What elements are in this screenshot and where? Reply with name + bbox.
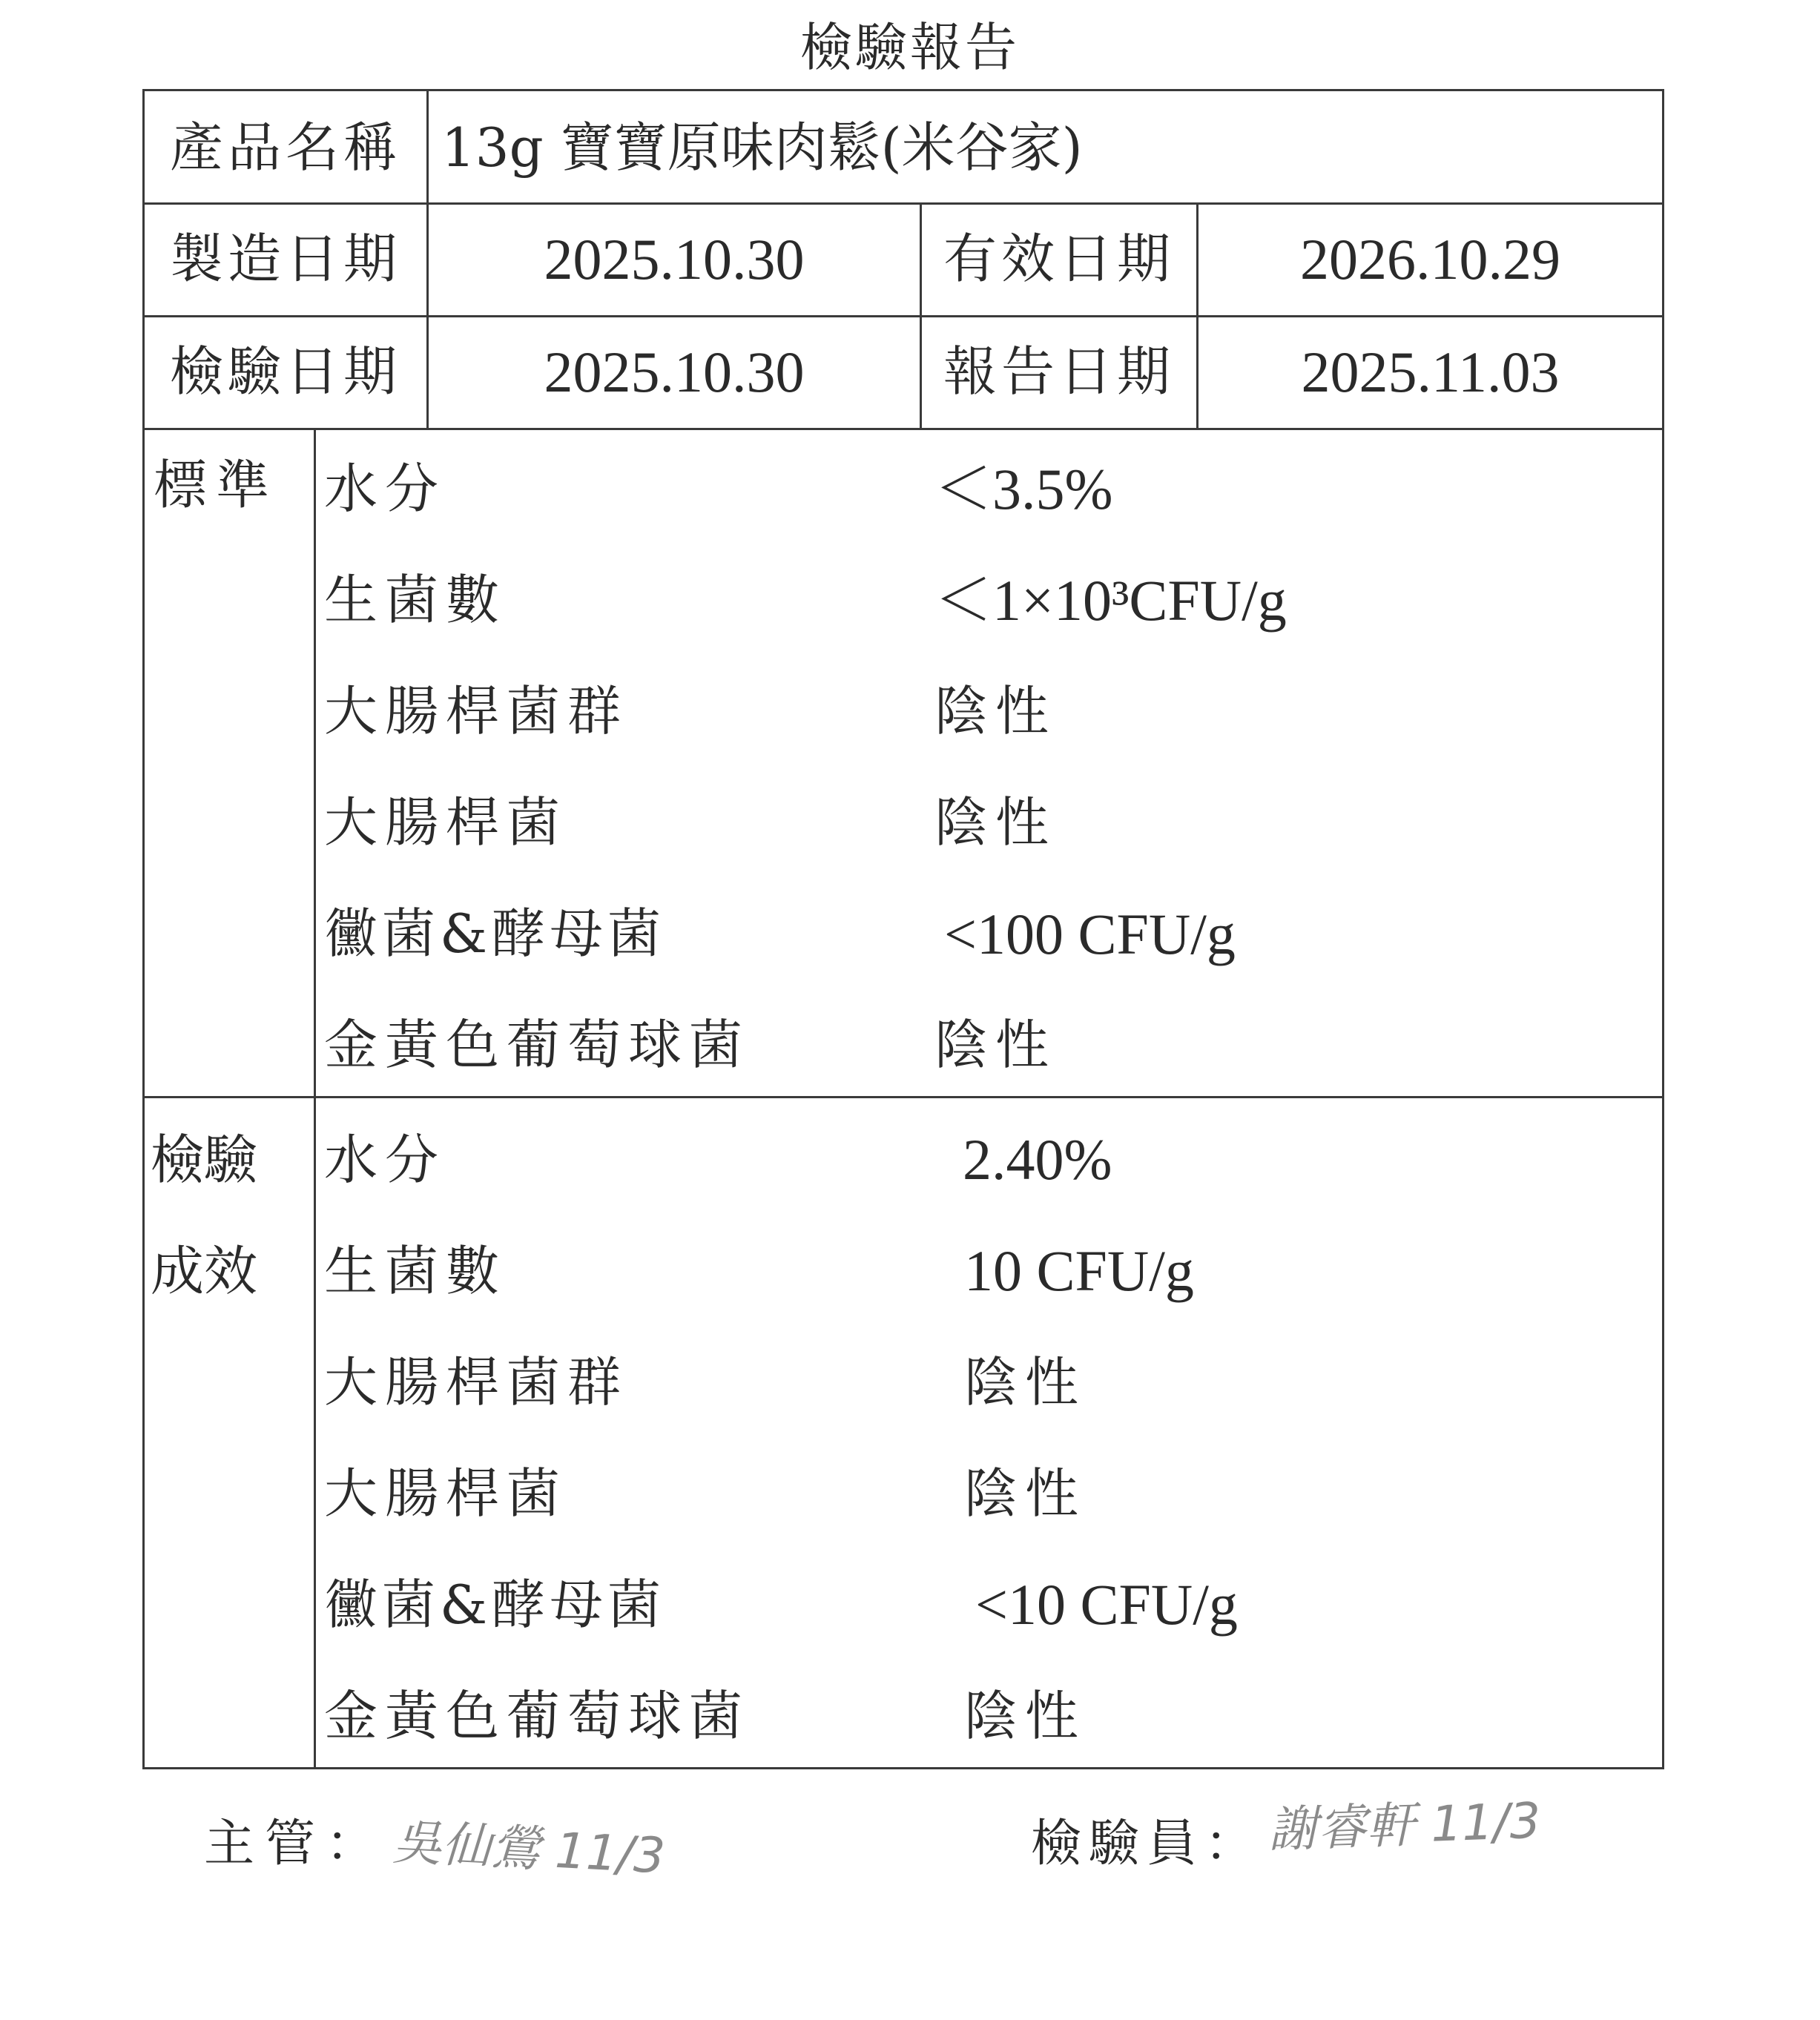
standard-item-value: <100 CFU/g xyxy=(944,902,1236,966)
result-item-name: 金黃色葡萄球菌 xyxy=(324,1685,751,1747)
column-divider xyxy=(314,428,316,1767)
standard-section-label: 標準 xyxy=(154,454,279,516)
result-item-value: <10 CFU/g xyxy=(975,1572,1238,1637)
row-divider xyxy=(145,428,1662,430)
result-item-value: 陰性 xyxy=(964,1462,1087,1525)
product-label: 產品名稱 xyxy=(169,116,401,179)
result-item-name: 生菌數 xyxy=(324,1240,507,1302)
inspector-signature: 謝睿軒 11/3 xyxy=(1267,1792,1542,1859)
result-item-value: 2.40% xyxy=(963,1127,1112,1192)
expiry-date-value: 2026.10.29 xyxy=(1300,227,1560,291)
report-date-value: 2025.11.03 xyxy=(1301,340,1560,404)
result-item-name: 大腸桿菌群 xyxy=(324,1351,629,1413)
standard-item-value: ＜3.5% xyxy=(934,457,1113,521)
result-item-value: 陰性 xyxy=(964,1685,1087,1747)
standard-item-value: 陰性 xyxy=(934,1014,1057,1076)
standard-item-name: 大腸桿菌 xyxy=(324,791,568,854)
standard-item-name: 生菌數 xyxy=(324,569,507,631)
standard-item-value: ＜1×10³CFU/g xyxy=(934,568,1287,633)
results-section-label: 成效 xyxy=(151,1240,258,1302)
expiry-date-label: 有效日期 xyxy=(943,228,1175,290)
inspection-date-label: 檢驗日期 xyxy=(169,340,401,403)
standard-item-value: 陰性 xyxy=(934,791,1057,854)
report-table xyxy=(142,89,1664,1769)
report-date-label: 報告日期 xyxy=(943,340,1175,403)
standard-item-name: 黴菌&酵母菌 xyxy=(324,902,666,965)
result-item-name: 大腸桿菌 xyxy=(324,1462,568,1525)
result-item-name: 黴菌&酵母菌 xyxy=(324,1574,666,1636)
result-item-value: 陰性 xyxy=(964,1351,1087,1413)
standard-item-name: 金黃色葡萄球菌 xyxy=(324,1014,751,1076)
inspector-label: 檢驗員： xyxy=(1031,1815,1263,1873)
standard-item-value: 陰性 xyxy=(934,680,1057,742)
result-item-value: 10 CFU/g xyxy=(964,1238,1194,1303)
manufacture-date-value: 2025.10.30 xyxy=(544,227,805,291)
standard-item-name: 大腸桿菌群 xyxy=(324,680,629,742)
manufacture-date-label: 製造日期 xyxy=(169,228,401,290)
product-value: 13g 寶寶原味肉鬆(米谷家) xyxy=(441,116,1083,179)
report-title: 檢驗報告 xyxy=(800,17,1020,78)
supervisor-signature: 吳仙鶯 11/3 xyxy=(391,1813,667,1885)
results-section-label: 檢驗 xyxy=(151,1129,258,1191)
row-divider xyxy=(145,202,1662,205)
section-divider xyxy=(145,1096,1662,1098)
standard-item-name: 水分 xyxy=(324,458,446,520)
supervisor-label: 主管： xyxy=(204,1815,387,1873)
row-divider xyxy=(145,315,1662,317)
result-item-name: 水分 xyxy=(324,1129,446,1191)
inspection-date-value: 2025.10.30 xyxy=(544,340,805,404)
